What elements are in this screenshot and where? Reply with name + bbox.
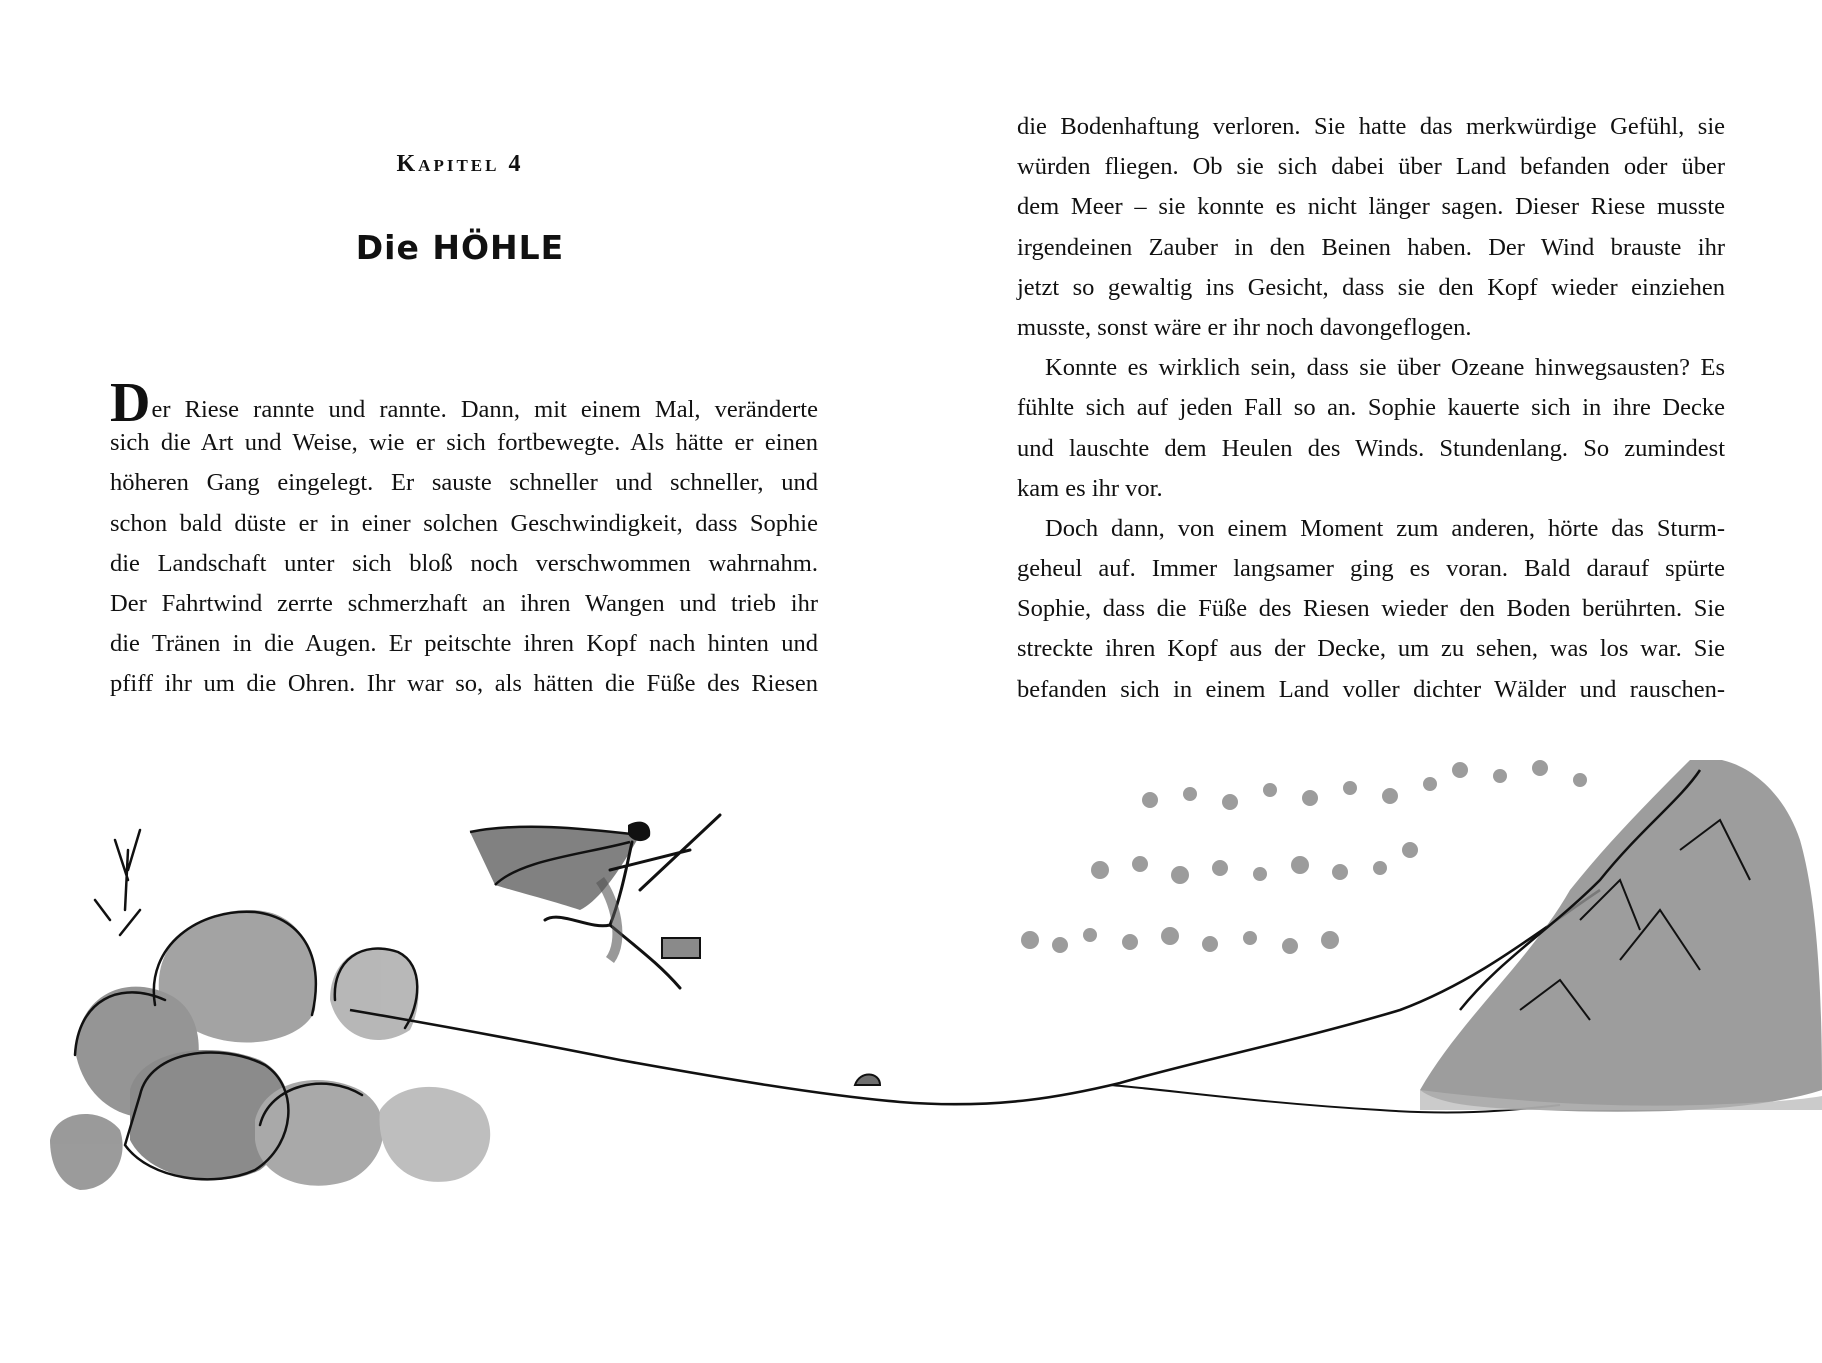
text-line: würden fliegen. Ob sie sich dabei über Land befanden oder über bbox=[1017, 153, 1725, 181]
text-line: Doch dann, von einem Moment zum anderen, hörte das Sturm- bbox=[1045, 514, 1725, 542]
chapter-title: Die HÖHLE bbox=[355, 228, 565, 267]
text-line: die Bodenhaftung verloren. Sie hatte das merkwürdige Gefühl, sie bbox=[1017, 113, 1725, 140]
text-line: geheul auf. Immer langsamer ging es voran. Bald darauf spürte bbox=[1017, 555, 1725, 583]
right-page-text bbox=[1017, 107, 1725, 710]
text-line: Der Fahrtwind zerrte schmerzhaft an ihren Wangen und trieb ihr bbox=[110, 589, 818, 617]
text-line: pfiff ihr um die Ohren. Ihr war so, als hätten die Füße des Riesen bbox=[110, 670, 818, 698]
text-line: dem Meer – sie konnte es nicht länger sagen. Dieser Riese musste bbox=[1017, 193, 1725, 221]
boulders-wash bbox=[50, 910, 490, 1190]
ground-line bbox=[350, 890, 1600, 1104]
text-line: die Landschaft unter sich bloß noch verschwommen wahrnahm. bbox=[110, 549, 818, 577]
text-line: irgendeinen Zauber in den Beinen haben. Der Wind brauste ihr bbox=[1017, 233, 1725, 261]
text-line: kam es ihr vor. bbox=[1017, 474, 1163, 502]
landscape-illustration bbox=[0, 760, 1822, 1363]
text-line: Der Riese rannte und rannte. Dann, mit einem Mal, veränderte bbox=[110, 372, 818, 434]
text-line: schon bald düste er in einer solchen Geschwindigkeit, dass Sophie bbox=[110, 509, 818, 537]
left-page-text bbox=[110, 372, 818, 705]
text-line: höheren Gang eingelegt. Er sauste schneller und schneller, und bbox=[110, 469, 818, 497]
drop-cap: D bbox=[110, 372, 151, 434]
text-line: Konnte es wirklich sein, dass sie über Ozeane hinwegsausten? Es bbox=[1045, 354, 1725, 382]
text-line: und lauschte dem Heulen des Winds. Stundenlang. So zumindest bbox=[1017, 434, 1725, 462]
chapter-label: Kapitel 4 bbox=[396, 151, 524, 177]
text-line: befanden sich in einem Land voller dichter Wälder und rauschen- bbox=[1017, 675, 1725, 703]
text-line: fühlte sich auf jeden Fall so an. Sophie kauerte sich in ihre Decke bbox=[1017, 394, 1725, 422]
text-line: streckte ihren Kopf aus der Decke, um zu sehen, was los war. Sie bbox=[1017, 635, 1725, 663]
forest-dots bbox=[1021, 760, 1587, 954]
text-line: Sophie, dass die Füße des Riesen wieder den Boden berührten. Sie bbox=[1017, 595, 1725, 623]
small-rock bbox=[855, 1074, 880, 1085]
text-line: musste, sonst wäre er ihr noch davongeflogen. bbox=[1017, 313, 1472, 341]
running-giant bbox=[470, 815, 720, 988]
text-line: jetzt so gewaltig ins Gesicht, dass sie den Kopf wieder einziehen bbox=[1017, 273, 1725, 301]
text-line: die Tränen in die Augen. Er peitschte ihren Kopf nach hinten und bbox=[110, 630, 818, 658]
text-line: sich die Art und Weise, wie er sich fortbewegte. Als hätte er einen bbox=[110, 429, 818, 457]
mountain bbox=[1420, 760, 1822, 1112]
